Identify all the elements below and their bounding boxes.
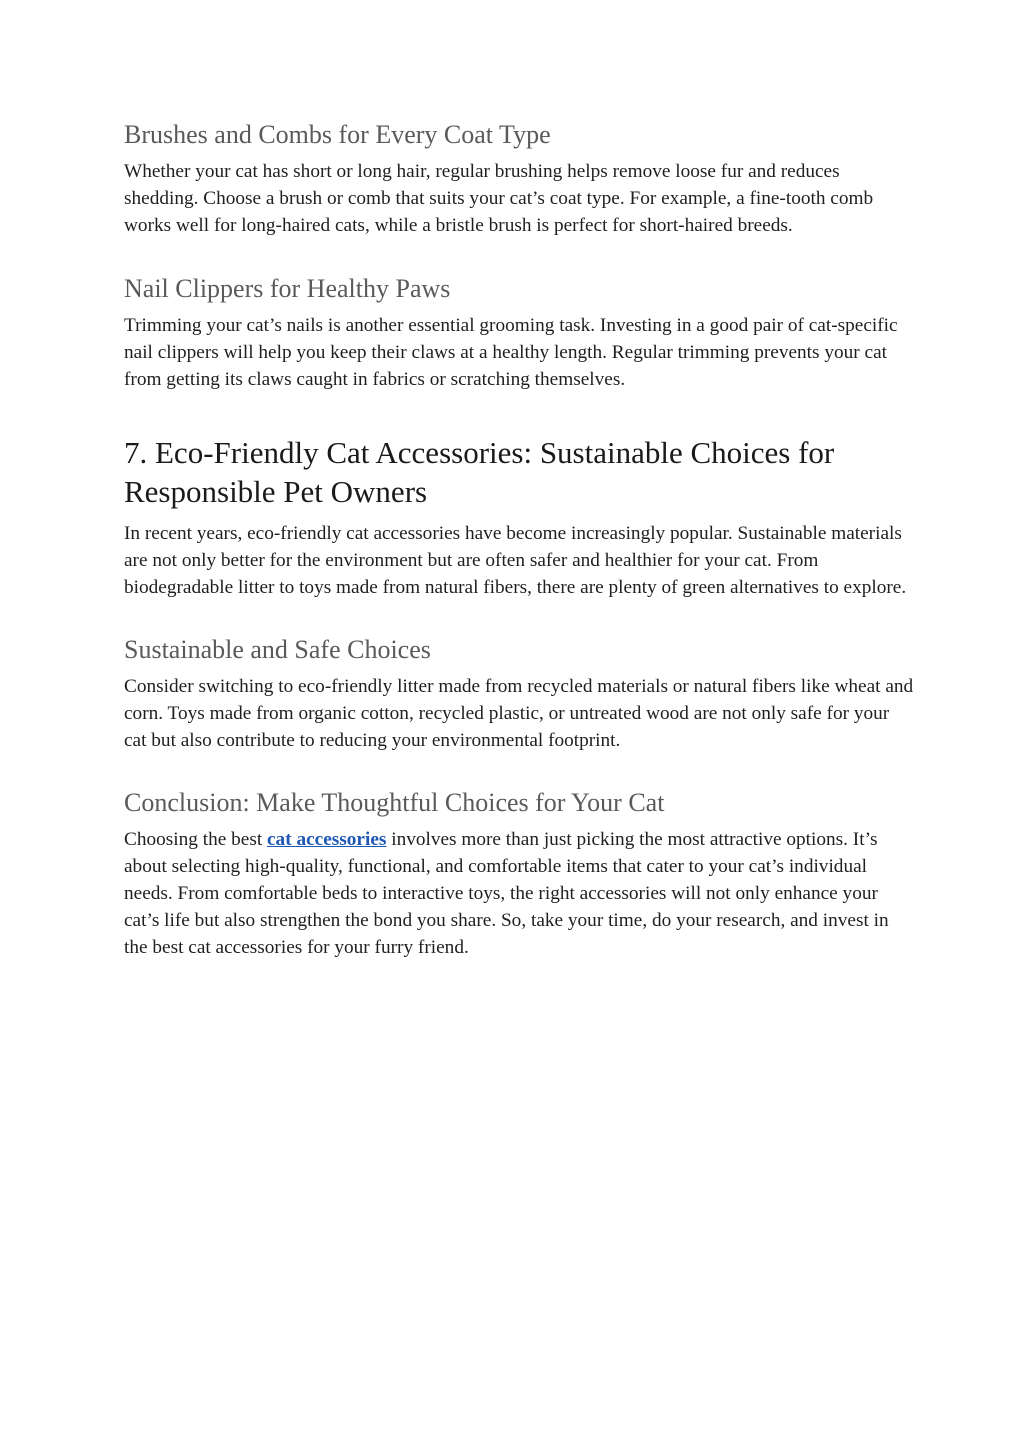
subheading-conclusion: Conclusion: Make Thoughtful Choices for Your Cat xyxy=(124,788,665,817)
conclusion-text-after-link: involves more than just picking the most attractive options. It’s about selecting high-quality, functional, and comfortable items that cater to your cat’s individual needs. From comfortable beds to interactive toys, the right accessories will not only enhance your cat’s life but also strengthen the bond you share. So, take your time, do your research, and invest in the best cat accessories for your furry friend. xyxy=(124,829,889,958)
paragraph-sustainable-choices: Consider switching to eco-friendly litter made from recycled materials or natural fibers like wheat and corn. Toys made from organic cotton, recycled plastic, or untreated wood are not only safe for your cat but also contribute to reducing your environmental footprint. xyxy=(124,676,914,751)
paragraph-nail-clippers: Trimming your cat’s nails is another essential grooming task. Investing in a good pair of cat-specific nail clippers will help you keep their claws at a healthy length. Regular trimming prevents your cat from getting its claws caught in fabrics or scratching themselves. xyxy=(124,315,898,390)
section-conclusion xyxy=(124,786,914,961)
subheading-sustainable-choices: Sustainable and Safe Choices xyxy=(124,635,431,664)
subheading-nail-clippers: Nail Clippers for Healthy Paws xyxy=(124,274,451,303)
subheading-brushes: Brushes and Combs for Every Coat Type xyxy=(124,120,551,149)
paragraph-brushes: Whether your cat has short or long hair, regular brushing helps remove loose fur and reduces shedding. Choose a brush or comb that suits your cat’s coat type. For example, a fine-tooth comb works well for long-haired cats, while a bristle brush is perfect for short-haired breeds. xyxy=(124,161,874,236)
section-eco-friendly xyxy=(124,433,914,601)
paragraph-eco-friendly: In recent years, eco-friendly cat accessories have become increasingly popular. Sustainable materials are not only better for the environment but are often safer and healthier for your cat. From biodegradable litter to toys made from natural fibers, there are plenty of green alternatives to explore. xyxy=(124,523,907,598)
section-sustainable-choices xyxy=(124,633,914,754)
heading-eco-friendly: 7. Eco-Friendly Cat Accessories: Sustainable Choices for Responsible Pet Owners xyxy=(124,435,835,509)
paragraph-conclusion xyxy=(124,826,914,961)
document-page xyxy=(124,118,914,991)
section-brushes xyxy=(124,118,914,239)
cat-accessories-link[interactable]: cat accessories xyxy=(267,829,387,850)
section-nail-clippers xyxy=(124,272,914,393)
conclusion-text-before-link: Choosing the best xyxy=(124,829,267,850)
